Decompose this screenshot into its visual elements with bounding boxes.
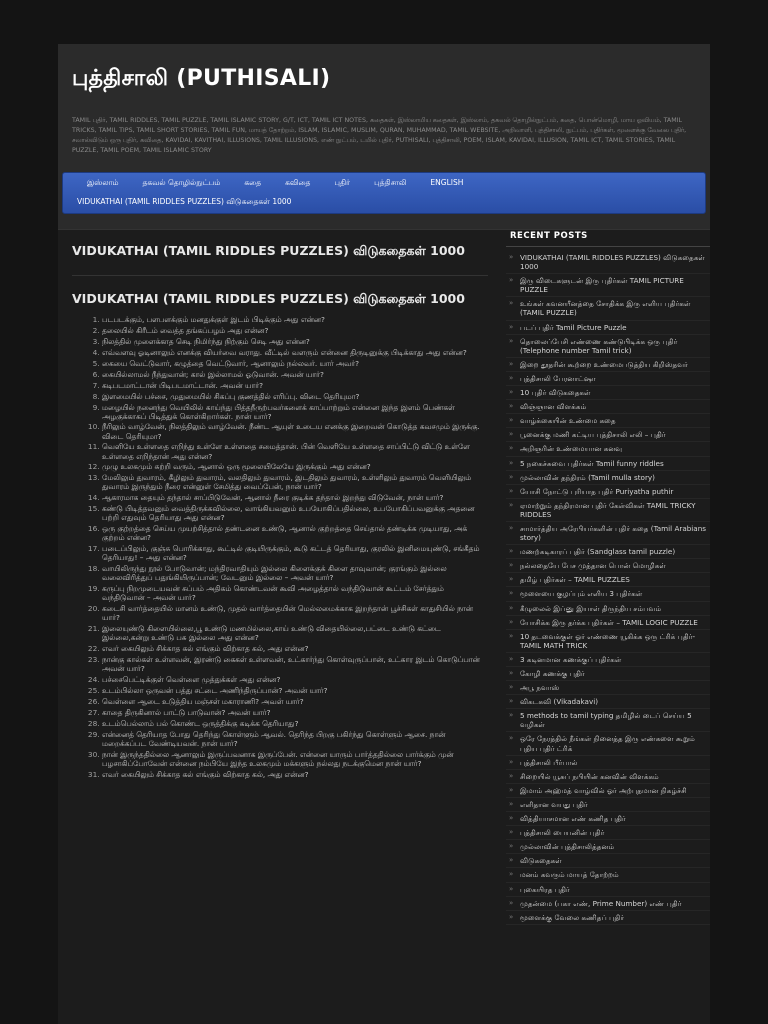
riddle-item: 1. படபடக்கும், பளபளக்கும் மனதுக்குள் இடம் பிடிக்கும் அது என்ன? <box>102 315 488 324</box>
riddle-item: 28. உடம்பெல்லாம் பல் கொண்ட ஒருத்திக்கு கடிக்க தெரியாது? <box>102 719 488 728</box>
riddle-item: 11. வெளியே உள்ளதை எறிந்து உள்ளே உள்ளதை சமைத்தான். பின் வெளியே உள்ளதை சாப்பிட்டு விட்டு உள்ளே உள்ளதை எறிந்தான் அது என்ன? <box>102 442 488 460</box>
nav-item[interactable]: கதை <box>244 178 262 187</box>
recent-post-link[interactable]: » அபூ நவாஸ் <box>506 681 710 695</box>
riddle-item: 22. எவர் கையிலும் சிக்காத கல் எங்கும் விற்காத கல், அது என்ன? <box>102 644 488 653</box>
recent-post-link[interactable]: » நல்லதையே பேச முத்தான பொன் மொழிகள் <box>506 559 710 573</box>
recent-post-link[interactable]: » வாழ்க்கையின் உண்மை கதை <box>506 414 710 428</box>
recent-post-link[interactable]: » தொலைப்பேசி எண்ணை கண்டுபிடிக்க ஒரு புதிர் (Telephone number Tamil trick) <box>506 335 710 358</box>
riddle-item: 10. நீரிலும் வாழ்வேன், நிலத்திலும் வாழ்வேன். நீண்ட ஆயுள் உடைய எனக்கு இறைவன் கொடுத்த கவசமும் இருக்கு. விடை தெரியுமா? <box>102 422 488 440</box>
nav-item[interactable]: இஸ்லாம் <box>87 178 119 187</box>
recent-post-link[interactable]: » 5 methods to tamil typing தமிழில் டைப் செய்ய 5 வழிகள் <box>506 709 710 732</box>
recent-post-link[interactable]: » கீழுலைல் இப்னு இயாள் திருந்திய சம்பவம் <box>506 602 710 616</box>
riddle-item: 16. ஒரு குற்றத்தை செய்ய முயற்சித்தால் தண்டனை உண்டு, ஆனால் குற்றத்தை செய்தால் தண்டிக்க முடியாது, அக் குற்றம் என்ன? <box>102 524 488 542</box>
riddle-item: 21. இலையுண்டு கிளையில்லை,பூ உண்டு மணமில்லை,காய் உண்டு விதையில்லை,பட்டை உண்டு கட்டை இல்லை,கன்று உண்டு பசு இல்லை அது என்ன? <box>102 624 488 642</box>
nav-item[interactable]: கவிதை <box>285 178 311 187</box>
recent-post-link[interactable]: » மூளையை குழப்பும் எளிய 3 புதிர்கள் <box>506 587 710 601</box>
riddle-item: 25. உடம்பில்லா ஒருவன் பத்து சட்டை அணிந்திருப்பான்? அவன் யார்? <box>102 686 488 695</box>
site-description: TAMIL புதிர், TAMIL RIDDLES, TAMIL PUZZLE, TAMIL ISLAMIC STORY, G/T, ICT, TAMIL ICT NOTES, கதைகள், இஸ்லாமிய கதைகள், இஸ்லாம், தகவல் தொழில்நுட்பம், கதை, பொன்மொழி, மாய ஓவியம், TAMIL TRICKS, TAMIL TIPS, TAMIL SHORT STORIES, TAMIL FUN, மாயத் தோற்றம், ISLAM, ISLAMIC, MUSLIM, QURAN, MUHAMMAD, TAMIL WEBSITE, அறிவாளி, புத்திசாலி, நுட்பம், புதிர்கள், மூளைக்கு வேலை புதிர், சவால்விடும் ஒரு புதிர், கவிதை, KAVIDAI, KAVITHAI, ILLUSIONS, TAMIL ILLUSIONS, எண் நுட்பம், டமில் புதிர், PUTHISALI, புத்திசாலி, POEM, ISLAM, KAVIDAI, ILLUSION, TAMIL ICT, TAMIL STORIES, TAMIL PUZZLE, TAMIL POEM, TAMIL ISLAMIC STORY <box>72 117 687 154</box>
recent-post-link[interactable]: » மனம் கவரும் மாயத் தோற்றம் <box>506 868 710 882</box>
recent-post-link[interactable]: » பூனைக்கு மணி கட்டிய புத்திசாலி எலி – புதிர் <box>506 428 710 442</box>
riddle-list <box>72 315 488 779</box>
riddle-item: 19. கருப்பு நிறமுடையவன் சுப்பம் அதிகம் கொண்டவன் கூவி அழைத்தால் வந்திடுவான் கூட்டம் சேர்த்தும் வந்திடுவான் – அவன் யார்? <box>102 584 488 602</box>
recent-post-link[interactable]: » VIDUKATHAI (TAMIL RIDDLES PUZZLES) விடுகதைகள் 1000 <box>506 251 710 274</box>
recent-post-link[interactable]: » விகடகவி (Vikadakavi) <box>506 695 710 709</box>
main-nav <box>62 172 706 214</box>
post-title-top[interactable]: VIDUKATHAI (TAMIL RIDDLES PUZZLES) விடுகதைகள் 1000 <box>72 240 488 276</box>
riddle-item: 5. கையை வெட்டுவார், கழுத்தை வெட்டுவார், ஆனாலும் நல்லவர். யார் அவர்? <box>102 359 488 368</box>
riddle-item: 15. கண்டு பிடித்தவனும் வைத்திருக்கவில்லை, வாங்கியவனும் உபயோகிப்பதில்லை, உபயோகிப்பவனுக்கு அதனை பற்றி எதுவும் தெரியாது அது என்ன? <box>102 504 488 522</box>
nav-item[interactable]: புத்திசாலி <box>374 178 407 187</box>
nav-item[interactable]: ENGLISH <box>430 178 464 187</box>
recent-post-link[interactable]: » தமிழ் புதிர்கள் – TAMIL PUZZLES <box>506 573 710 587</box>
riddle-item: 23. நான்கு கால்கள் உள்ளவன், இரண்டு கைகள் உள்ளவன், உட்கார்ந்து கொள்வுருப்பான், உட்கார இடம் கொடுப்பான் அவன் யார்? <box>102 655 488 673</box>
riddle-item: 9. மழையில் நனைந்து வெயிலில் காய்ந்து பித்தநீருற்பவர்களைக் காப்பாற்றும் என்னை இந்த இளம் பெண்கள் அழகுக்காகப் பிடித்துக் கொள்கிறார்கள். நான் யார்? <box>102 403 488 421</box>
recent-post-link[interactable]: » 10 புதிர் விடுகதைகள் <box>506 386 710 400</box>
main-content <box>72 240 488 781</box>
riddle-item: 20. கடைசி வார்த்தையில் மானம் உண்டு, முதல் வார்த்தையின் மெல்லமைக்காக இறந்தான் பூச்சிகள் காதுசியில் நான் யார்? <box>102 604 488 622</box>
recent-post-link[interactable]: » யோசி நோட்டு புரியாத புதிர் Puriyatha puthir <box>506 485 710 499</box>
recent-post-link[interactable]: » சிறையில் யூசுப் நபியின் கனவின் விளக்கம் <box>506 770 710 784</box>
riddle-item: 17. படைப்பிலும், குஞ்சு பொரிக்காது, கூட்டில் குடியிருக்கும், கூடு கட்டத் தெரியாது, குரலில் இனிமையுண்டு, சங்கீதம் தெரியாது! – அது என்ன? <box>102 544 488 562</box>
recent-post-link[interactable]: » இறை தூதரின் கூற்றை உண்மைபடுத்திய கிறிஸ்தவர் <box>506 358 710 372</box>
riddle-item: 7. கடிபடமாட்டான் பிடிபடமாட்டான். அவன் யார்? <box>102 381 488 390</box>
post-title: VIDUKATHAI (TAMIL RIDDLES PUZZLES) விடுகதைகள் 1000 <box>72 291 465 306</box>
riddle-item: 6. கையில்லாமல் நீந்துவான்; கால் இல்லாமல் ஓடுவான். அவன் யார்? <box>102 370 488 379</box>
recent-post-link[interactable]: » முல்லாவின் புத்திசாலித்தனம் <box>506 840 710 854</box>
recent-posts-heading: RECENT POSTS <box>506 230 710 247</box>
riddle-item: 27. காதை திருகினால் பாட்டு பாடுவான்? அவன் யார்? <box>102 708 488 717</box>
nav-row <box>63 173 705 193</box>
page <box>58 44 710 1024</box>
recent-post-link[interactable]: » புத்திசாலி பையனின் புதிர் <box>506 826 710 840</box>
recent-post-link[interactable]: » அறிஞரின் உண்மையான கனவு <box>506 442 710 456</box>
recent-post-link[interactable]: » யோசிக்க இரு தர்க்க புதிர்கள் – TAMIL LOGIC PUZZLE <box>506 616 710 630</box>
recent-post-link[interactable]: » புத்திசாலி பேரனாட்ஷா <box>506 372 710 386</box>
riddle-item: 4. எவ்வளவு ஓடினாலும் எனக்கு வியர்வை வராது. வீட்டில் வளரும் என்னை திருடினுக்கு பிடிக்காது அது என்ன? <box>102 348 488 357</box>
nav-item-vidukathai[interactable]: VIDUKATHAI (TAMIL RIDDLES PUZZLES) விடுகதைகள் 1000 <box>77 197 292 206</box>
riddle-item: 3. நிலத்தில் முளைக்காத செடி நிமிர்ந்து நிற்கும் செடி அது என்ன? <box>102 337 488 346</box>
riddle-item: 18. வாயிலிருந்து நூல் போடுவான்; மந்திரவாதியும் இல்லை கிளைக்குக் கிளை தாவுவான்; குரங்கும் இல்லை வலைவிரித்துப் பதுங்கியிருப்பான்; வேடனும் இல்லை – அவன் யார்? <box>102 564 488 582</box>
sidebar <box>506 230 710 925</box>
recent-post-link[interactable]: » எளிதான வயது புதிர் <box>506 798 710 812</box>
site-title[interactable]: புத்திசாலி (PUTHISALI) <box>72 66 331 91</box>
recent-post-link[interactable]: » படப் புதிர் Tamil Picture Puzzle <box>506 321 710 335</box>
recent-post-link[interactable]: » 3 கடினமான கணக்குப் புதிர்கள் <box>506 653 710 667</box>
recent-post-link[interactable]: » ஏமாற்றும் தந்திரமான புதிர் கேள்விகள் TAMIL TRICKY RIDDLES <box>506 499 710 522</box>
recent-post-link[interactable]: » மணற்கடிகாரப் புதிர் (Sandglass tamil puzzle) <box>506 545 710 559</box>
riddle-item: 29. என்னைத் தெரியாத போது தெரிந்து கொள்ளும் ஆவல். தெரிந்த பிறகு பகிர்ந்து கொள்ளும் ஆசை. நான் மறைக்கப்பட வேண்டியவன். நான் யார்? <box>102 730 488 748</box>
recent-post-link[interactable]: » முதன்மை (பகா எண், Prime Number) எண் புதிர் <box>506 897 710 911</box>
recent-post-link[interactable]: » இமாம் அஹ்மத் வாழ்வில் ஓர் அற்புதமான நிகழ்ச்சி <box>506 784 710 798</box>
riddle-item: 30. நான் இருந்ததில்லை ஆனாலும் இருப்பவனாக இருப்பேன். என்னை யாரும் பார்த்ததில்லை பார்க்கும் முன் பழசாகிப்போவேன் என்னை நம்பியே இந்த உலகமும் மக்களும் நல்லது நடக்குமென நான் யார்? <box>102 750 488 768</box>
recent-post-link[interactable]: » மூளைக்கு வேலை கணிதப் புதிர் <box>506 911 710 925</box>
recent-post-link[interactable]: » சாமார்த்திய அரேபியர்களின் புதிர் கதை (Tamil Arabians story) <box>506 522 710 545</box>
recent-post-link[interactable]: » இரு விடைகளுடன் இரு புதிர்கள் TAMIL PICTURE PUZZLE <box>506 274 710 297</box>
recent-post-link[interactable]: » ஒரே நேரத்தில் நீங்கள் நினைத்த இரு எண்களை கூறும் புதிய புதிர் ட்ரிக் <box>506 732 710 755</box>
recent-posts-list <box>506 251 710 925</box>
riddle-item: 14. ஆகாரமாக தையும் தந்தால் சாப்பிடுவேன், ஆனால் நீரை குடிக்க தந்தால் இறந்து விடுவேன், நான் யார்? <box>102 493 488 502</box>
riddle-item: 8. இளமையில் பச்சை, முதுமையில் சிகப்பு குணத்தில் எரிப்பு. விடை தெரியுமா? <box>102 392 488 401</box>
recent-post-link[interactable]: » விடுகதைகள் <box>506 854 710 868</box>
riddle-item: 12. முழு உலகமும் சுற்றி வரும், ஆனால் ஒரு மூலையிலேயே இருக்கும் அது என்ன? <box>102 462 488 471</box>
recent-post-link[interactable]: » விஞ்ஞான விளக்கம் <box>506 400 710 414</box>
recent-post-link[interactable]: » புத்திசாலி பீர்பால் <box>506 756 710 770</box>
recent-post-link[interactable]: » கோழி கணக்கு புதிர் <box>506 667 710 681</box>
recent-post-link[interactable]: » புகையிரத புதிர் <box>506 883 710 897</box>
recent-post-link[interactable]: » 5 நகைச்சுவை புதிர்கள் Tamil funny riddles <box>506 457 710 471</box>
recent-post-link[interactable]: » 10 தடவைக்குள் ஓர் எண்ணை யூகிக்க ஒரு ட்ரிக் புதிர்- TAMIL MATH TRICK <box>506 630 710 653</box>
recent-post-link[interactable]: » வித்தியாசமான எண் கணித புதிர் <box>506 812 710 826</box>
recent-post-link[interactable]: » உங்கள் கவனயீனத்தை சோதிக்க இரு எளிய புதிர்கள் (TAMIL PUZZLE) <box>506 297 710 320</box>
riddle-item: 26. வெள்ளை ஆடை உடுத்திய மஞ்சள் மகாராணி? அவள் யார்? <box>102 697 488 706</box>
riddle-item: 13. மேலிலும் துவாரம், கீழிலும் துவாரம், வலதிலும் துவாரம், இடதிலும் துவாரம், உள்ளிலும் துவாரம் வெளியிலும் துவாரம் இருந்தும் நீரை என்னுள் சேமித்து வைப்பேன், நான் யார்? <box>102 473 488 491</box>
recent-post-link[interactable]: » முல்லாவின் தந்திரம் (Tamil mulla story) <box>506 471 710 485</box>
riddle-item: 31. எவர் கையிலும் சிக்காத கல் எங்கும் விற்காத கல், அது என்ன? <box>102 770 488 779</box>
nav-item[interactable]: புதிர் <box>334 178 351 187</box>
nav-item[interactable]: தகவல் தொழில்நுட்பம் <box>142 178 221 187</box>
riddle-item: 2. தலையில் கிரீடம் வைத்த தங்கப்பழம் அது என்ன? <box>102 326 488 335</box>
riddle-item: 24. பச்சைபெட்டிக்குள் வெள்ளை முத்துக்கள் அது என்ன? <box>102 675 488 684</box>
